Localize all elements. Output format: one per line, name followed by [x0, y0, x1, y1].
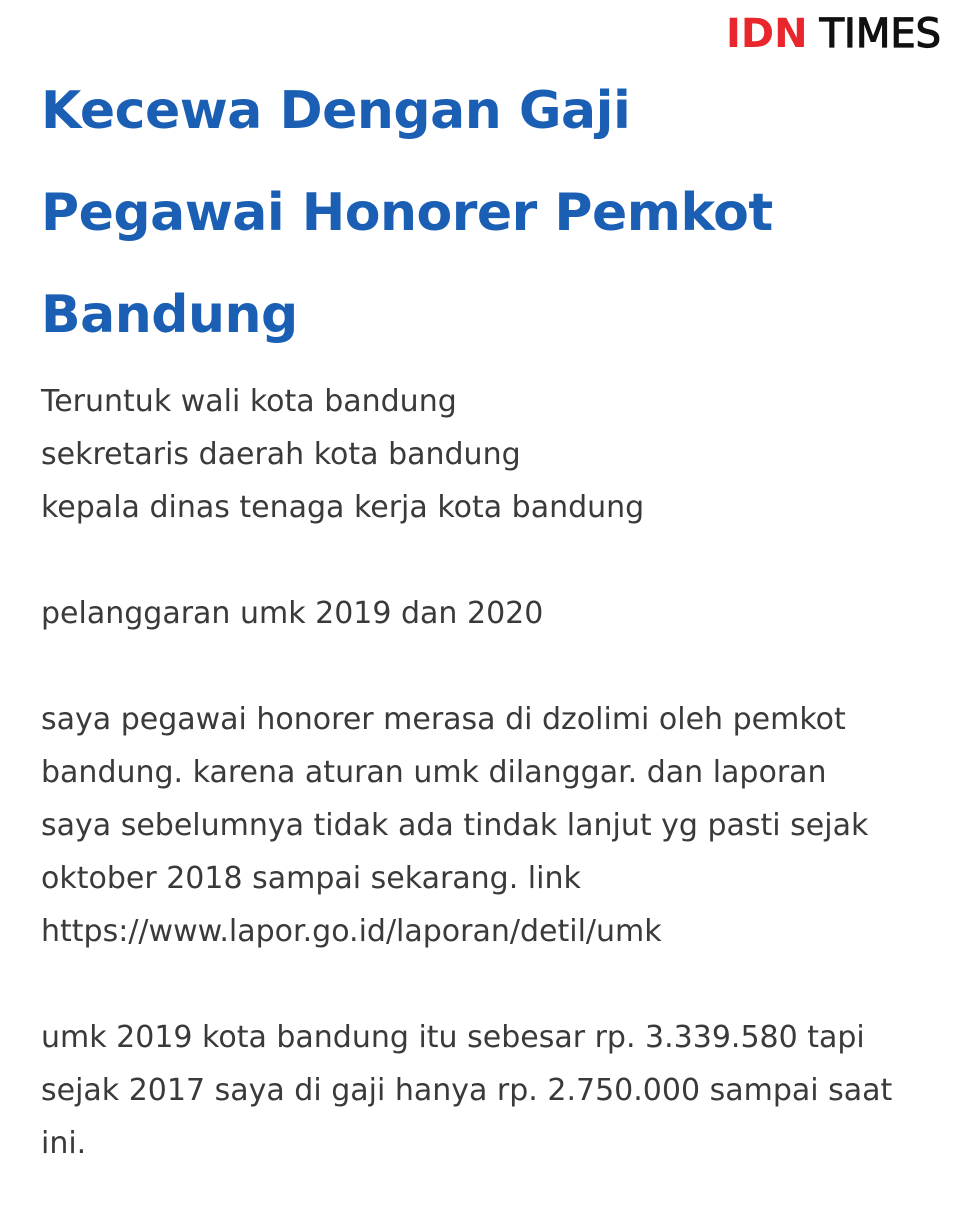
text-line: oktober 2018 sampai sekarang. link — [41, 861, 581, 896]
title-line: Bandung — [41, 285, 298, 345]
text-line: bandung. karena aturan umk dilanggar. dan laporan — [41, 755, 827, 790]
logo-times: TIMES — [819, 11, 941, 57]
text-line: Teruntuk wali kota bandung — [41, 384, 457, 419]
paragraph-subject — [41, 587, 941, 640]
title-line: Pegawai Honorer Pemkot — [41, 183, 773, 243]
text-line: pelanggaran umk 2019 dan 2020 — [41, 596, 544, 631]
text-line: saya sebelumnya tidak ada tindak lanjut yg pasti sejak — [41, 808, 869, 843]
article-body — [41, 375, 941, 1223]
text-line: umk 2019 kota bandung itu sebesar rp. 3.339.580 tapi — [41, 1020, 865, 1055]
text-line: sejak 2017 saya di gaji hanya rp. 2.750.000 sampai saat — [41, 1073, 893, 1108]
report-link: https://www.lapor.go.id/laporan/detil/umk — [41, 914, 662, 949]
text-line: saya pegawai honorer merasa di dzolimi oleh pemkot — [41, 702, 846, 737]
paragraph-recipients — [41, 375, 941, 534]
title-line: Kecewa Dengan Gaji — [41, 81, 631, 141]
logo-idn: IDN — [726, 11, 808, 57]
text-line: sekretaris daerah kota bandung — [41, 437, 521, 472]
paragraph-complaint — [41, 693, 941, 958]
text-line: kepala dinas tenaga kerja kota bandung — [41, 490, 645, 525]
paragraph-wage-details — [41, 1011, 941, 1170]
idn-times-logo — [726, 11, 941, 57]
article-title — [41, 60, 901, 366]
text-line: ini. — [41, 1126, 87, 1161]
